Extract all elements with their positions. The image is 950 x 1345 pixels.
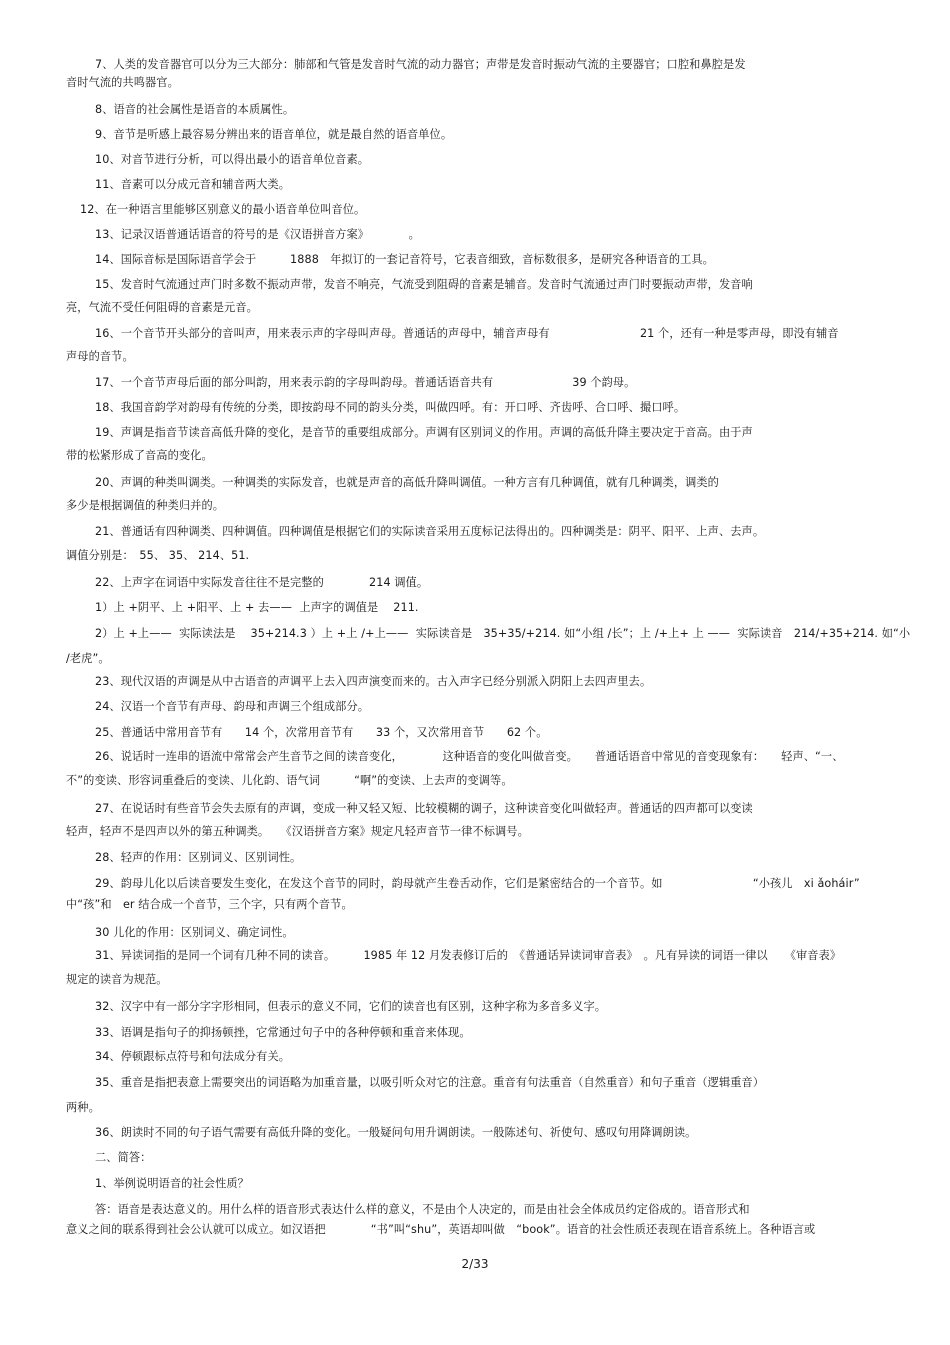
text-line: 34、停顿跟标点符号和句法成分有关。	[95, 1050, 291, 1063]
text-line: 轻声，轻声不是四声以外的第五种调类。 《汉语拼音方案》规定凡轻声音节一律不标调号。	[66, 825, 529, 838]
text-line: 音时气流的共鸣器官。	[66, 76, 179, 89]
text-line: 17、一个音节声母后面的部分叫韵，用来表示韵的字母叫韵母。普通话语音共有 39 个韵母。	[95, 376, 636, 389]
text-line: 两种。	[66, 1101, 100, 1114]
text-line: 意义之间的联系得到社会公认就可以成立。如汉语把 “书”叫“shu”，英语却叫做 “book”。语音的社会性质还表现在语音系统上。各种语言或	[66, 1223, 816, 1236]
text-line: 声母的音节。	[66, 350, 134, 363]
text-line: 答：语音是表达意义的。用什么样的语音形式表达什么样的意义，不是由个人决定的，而是由社会全体成员约定俗成的。语音形式和	[95, 1203, 750, 1216]
text-line: 14、国际音标是国际语音学会于 1888 年拟订的一套记音符号，它表音细致，音标数很多，是研究各种语音的工具。	[95, 253, 714, 266]
text-line: 19、声调是指音节读音高低升降的变化，是音节的重要组成部分。声调有区别词义的作用。声调的高低升降主要决定于音高。由于声	[95, 426, 753, 439]
text-line: 15、发音时气流通过声门时多数不振动声带，发音不响亮，气流受到阻碍的音素是辅音。发音时气流通过声门时要振动声带，发音响	[95, 278, 753, 291]
text-line: 18、我国音韵学对韵母有传统的分类，即按韵母不同的韵头分类，叫做四呼。有：开口呼、齐齿呼、合口呼、撮口呼。	[95, 401, 686, 414]
text-line: 25、普通话中常用音节有 14 个，次常用音节有 33 个，又次常用音节 62 个。	[95, 726, 548, 739]
text-line: 10、对音节进行分析，可以得出最小的语音单位音素。	[95, 153, 370, 166]
text-line: 32、汉字中有一部分字字形相同，但表示的意义不同，它们的读音也有区别，这种字称为多音多义字。	[95, 1000, 607, 1013]
text-line: 1、举例说明语音的社会性质？	[95, 1177, 249, 1190]
text-line: 29、韵母儿化以后读音要发生变化，在发这个音节的同时，韵母就产生卷舌动作，它们是紧密结合的一个音节。如 “小孩儿 xi ǎoháir”	[95, 877, 860, 890]
text-line: 规定的读音为规范。	[66, 973, 168, 986]
text-line: 12、在一种语言里能够区别意义的最小语音单位叫音位。	[80, 203, 366, 216]
text-line: 36、朗读时不同的句子语气需要有高低升降的变化。一般疑问句用升调朗读。一般陈述句、祈使句、感叹句用降调朗读。	[95, 1126, 697, 1139]
text-line: 27、在说话时有些音节会失去原有的声调，变成一种又轻又短、比较模糊的调子，这种读音变化叫做轻声。普通话的四声都可以变读	[95, 802, 753, 815]
text-line: 20、声调的种类叫调类。一种调类的实际发音，也就是声音的高低升降叫调值。一种方言有几种调值，就有几种调类，调类的	[95, 476, 719, 489]
text-line: 24、汉语一个音节有声母、韵母和声调三个组成部分。	[95, 700, 370, 713]
text-line: 7、人类的发音器官可以分为三大部分：肺部和气管是发音时气流的动力器官；声带是发音时振动气流的主要器官；口腔和鼻腔是发	[95, 58, 746, 71]
text-line: 亮，气流不受任何阻碍的音素是元音。	[66, 301, 258, 314]
text-line: 二、简答：	[95, 1151, 152, 1164]
text-line: 8、语音的社会属性是语音的本质属性。	[95, 103, 295, 116]
text-line: 35、重音是指把表意上需要突出的词语略为加重音量，以吸引听众对它的注意。重音有句法重音（自然重音）和句子重音（逻辑重音）	[95, 1076, 765, 1089]
text-line: 21、普通话有四种调类、四种调值。四种调值是根据它们的实际读音采用五度标记法得出的。四种调类是：阴平、阳平、上声、去声。	[95, 525, 765, 538]
text-line: 13、记录汉语普通话语音的符号的是《汉语拼音方案》 。	[95, 228, 420, 241]
text-line: 带的松紧形成了音高的变化。	[66, 449, 213, 462]
text-line: 28、轻声的作用：区别词义、区别词性。	[95, 851, 302, 864]
text-line: /老虎”。	[66, 652, 110, 665]
text-line: 9、音节是听感上最容易分辨出来的语音单位，就是最自然的语音单位。	[95, 128, 453, 141]
text-line: 22、上声字在词语中实际发音往往不是完整的 214 调值。	[95, 576, 429, 589]
text-line: 不”的变读、形容词重叠后的变读、儿化韵、语气词 “啊”的变读、上去声的变调等。	[66, 774, 513, 787]
text-line: 多少是根据调值的种类归并的。	[66, 499, 225, 512]
text-line: 33、语调是指句子的抑扬顿挫，它常通过句子中的各种停顿和重音来体现。	[95, 1026, 471, 1039]
text-line: 1）上 +阴平、上 +阳平、上 + 去—— 上声字的调值是 211.	[95, 601, 419, 614]
page-number: 2/33	[461, 1257, 489, 1271]
text-line: 中“孩”和 er 结合成一个音节，三个字，只有两个音节。	[66, 898, 353, 911]
text-line: 2）上 +上—— 实际读法是 35+214.3 ）上 +上 /+上—— 实际读音是 35+35/+214. 如“小组 /长”；上 /+上+ 上 —— 实际读音 214/+35+214. 如“小	[95, 627, 911, 640]
text-line: 11、音素可以分成元音和辅音两大类。	[95, 178, 291, 191]
text-line: 16、一个音节开头部分的音叫声，用来表示声的字母叫声母。普通话的声母中，辅音声母有 21 个，还有一种是零声母，即没有辅音	[95, 327, 839, 340]
text-line: 26、说话时一连串的语流中常常会产生音节之间的读音变化， 这种语音的变化叫做音变。 普通话语音中常见的音变现象有： 轻声、“一、	[95, 750, 844, 763]
text-line: 31、异读词指的是同一个词有几种不同的读音。 1985 年 12 月发表修订后的 《普通话异读词审音表》 。凡有异读的词语一律以 《审音表》	[95, 949, 842, 962]
text-line: 23、现代汉语的声调是从中古语音的声调平上去入四声演变而来的。古入声字已经分别派入阴阳上去四声里去。	[95, 675, 652, 688]
text-line: 30 儿化的作用：区别词义、确定词性。	[95, 926, 294, 939]
text-line: 调值分别是： 55、 35、 214、51.	[66, 549, 250, 562]
